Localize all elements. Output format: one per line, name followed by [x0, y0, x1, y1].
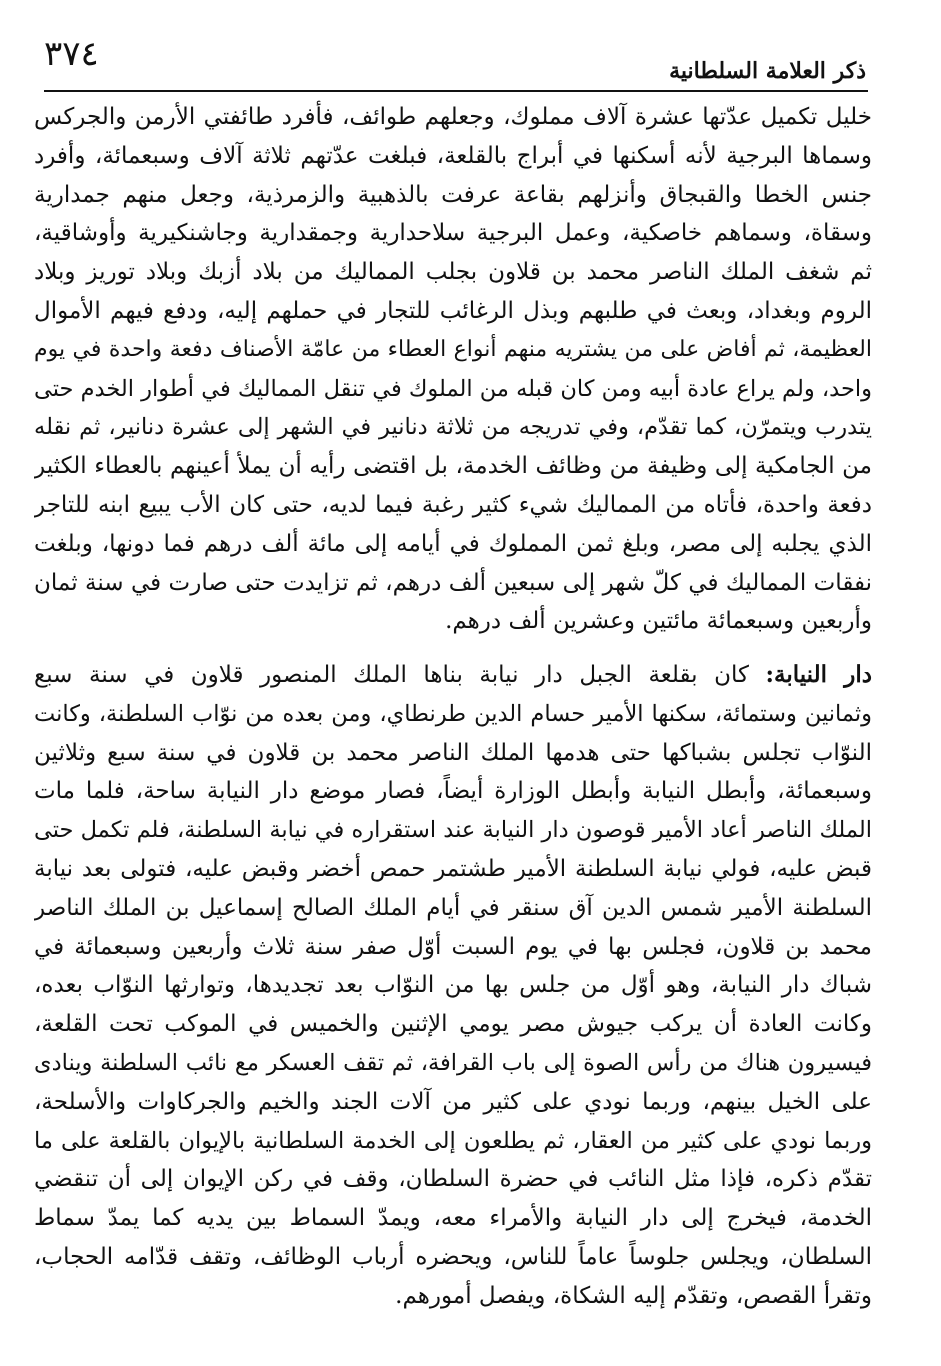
text-line: دفعة واحدة، فأتاه من المماليك شيء كثير رغبة فيما لديه، حتى كان الأب يبيع ابنه للتاجر [34, 491, 872, 518]
text-line: وثمانين وستمائة، سكنها الأمير حسام الدين طرنطاي، ومن بعده من نوّاب السلطنة، وكانت [34, 700, 872, 727]
paragraph-2 [34, 656, 872, 1356]
paragraph-1 [34, 98, 872, 635]
text-line: محمد بن قلاون، فجلس بها في يوم السبت أوّل صفر سنة ثلاث وأربعين وسبعمائة في [34, 933, 872, 960]
text-line: شباك دار النيابة، وهو أوّل من جلس بها من النوّاب بعد تجديدها، وتوارثها النوّاب بعده، [34, 972, 872, 999]
text-line: وكانت العادة أن يركب جيوش مصر يومي الإثنين والخميس في الموكب تحت القلعة، [34, 1011, 872, 1038]
header-rule [44, 90, 868, 92]
text-line: جنس الخطا والقبجاق وأنزلهم بقاعة عرفت بالذهبية والزمرذية، وجعل منهم جمدارية [34, 181, 872, 208]
text-line: الملك الناصر أعاد الأمير قوصون دار النيابة عند استقراره في نيابة السلطنة، فلم تكمل حتى [34, 817, 872, 844]
text-line: الذي يجلبه إلى مصر، وبلغ ثمن المملوك في أيامه إلى مائة ألف درهم فما دونها، وبلغت [34, 530, 872, 557]
text-line: قبض عليه، فولي نيابة السلطنة الأمير طشتمر حمص أخضر وقبض عليه، فتولى بعد نيابة [34, 855, 872, 882]
text-line: العظيمة، ثم أفاض على من يشتريه منهم أنواع العطاء من عامّة الأصناف دفعة واحدة في يوم [34, 336, 872, 362]
text-line: خليل تكميل عدّتها عشرة آلاف مملوك، وجعلهم طوائف، فأفرد طائفتي الأرمن والجركس [34, 104, 872, 130]
text-line: تقدّم ذكره، فإذا مثل النائب في حضرة السلطان، وقف في ركن الإيوان إلى أن تنقضي [34, 1166, 872, 1193]
section-lead: دار النيابة: [765, 661, 872, 688]
text-line: من الجامكية إلى وظيفة من وظائف الخدمة، بل اقتضى رأيه أن يملأ أعينهم بالعطاء الكثير [34, 453, 872, 480]
text-line-first [34, 656, 872, 695]
text-line: فيسيرون هناك من رأس الصوة إلى باب القرافة، ثم تقف العسكر مع نائب السلطنة وينادى [34, 1049, 872, 1076]
page-header [44, 24, 866, 92]
text-line: وسبعمائة، وأبطل النيابة وأبطل الوزارة أيضاً، فصار موضع دار النيابة ساحة، فلما مات [34, 778, 872, 805]
text-line-rest: كان بقلعة الجبل دار نيابة بناها الملك المنصور قلاون في سنة سبع [34, 662, 749, 688]
running-title: ذكر العلامة السلطانية [669, 58, 866, 84]
text-line: وتقرأ القصص، وتقدّم إليه الشكاة، ويفصل أمورهم. [395, 1282, 872, 1309]
page-number: ٣٧٤ [44, 34, 99, 74]
text-line: وأربعين وسبعمائة مائتين وعشرين ألف درهم. [445, 608, 872, 635]
text-line: النوّاب تجلس بشباكها حتى هدمها الملك الناصر محمد بن قلاون في سنة سبع وثلاثين [34, 739, 872, 766]
text-line: يتدرب ويتمرّن، كما تقدّم، وفي تدريجه من ثلاثة دنانير في الشهر إلى عشرة دنانير، ثم نقله [34, 414, 872, 441]
text-line: وسماها البرجية لأنه أسكنها في أبراج بالقلعة، فبلغت عدّتهم ثلاثة آلاف وسبعمائة، وأفرد [34, 142, 872, 169]
text-line: نفقات المماليك في كلّ شهر إلى سبعين ألف درهم، ثم تزايدت حتى صارت في سنة ثمان [34, 569, 872, 596]
text-line: وسقاة، وسماهم خاصكية، وعمل البرجية سلاحدارية وجمقدارية وجاشنكيرية وأوشاقية، [34, 220, 872, 247]
text-line: السلطان، ويجلس جلوساً عاماً للناس، ويحضره أرباب الوظائف، وتقف قدّامه الحجاب، [34, 1243, 872, 1270]
text-line: واحد، ولم يراع عادة أبيه ومن كان قبله من الملوك في تنقل المماليك في أطوار الخدم حتى [34, 375, 872, 402]
text-line: الخدمة، فيخرج إلى دار النيابة والأمراء معه، ويمدّ السماط بين يديه كما يمدّ سماط [34, 1205, 872, 1232]
text-line: الروم وبغداد، وبعث في طلبهم وبذل الرغائب للتجار في حملهم إليه، ودفع فيهم الأموال [34, 297, 872, 324]
text-line: ثم شغف الملك الناصر محمد بن قلاون بجلب المماليك من بلاد أزبك وبلاد توريز وبلاد [34, 259, 872, 286]
text-line: وربما نودي على كثير من العقار، ثم يطلعون إلى الخدمة السلطانية بالإيوان بالقلعة على ما [34, 1127, 872, 1154]
text-line: على الخيل بينهم، وربما نودي على كثير من آلات الجند والخيم والجركاوات والأسلحة، [34, 1088, 872, 1115]
text-line: السلطنة الأمير شمس الدين آق سنقر في أيام الملك الصالح إسماعيل بن الملك الناصر [34, 894, 872, 921]
